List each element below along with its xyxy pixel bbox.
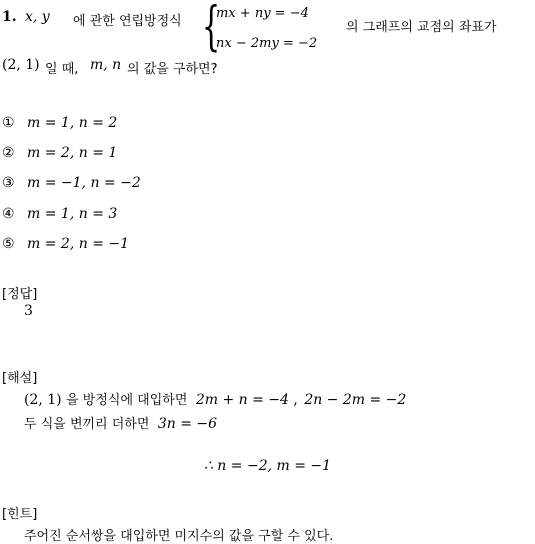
choice-marker: ② bbox=[2, 145, 15, 161]
choice-text: m = 2, n = 1 bbox=[27, 145, 118, 161]
choice-text: m = −1, n = −2 bbox=[27, 175, 141, 191]
question-point: (2, 1) bbox=[2, 57, 40, 73]
explanation-line-2 bbox=[24, 413, 217, 432]
hint-label: [힌트] bbox=[2, 507, 38, 522]
question-line2: 일 때, bbox=[45, 62, 79, 77]
equation-1: mx + ny = −4 bbox=[216, 6, 309, 21]
explanation-eq-3: 3n = −6 bbox=[157, 416, 218, 432]
choice-2[interactable] bbox=[2, 145, 117, 161]
explanation-eq-1: 2m + n = −4 bbox=[195, 392, 289, 408]
choice-3[interactable] bbox=[2, 175, 141, 191]
answer-label: [정답] bbox=[2, 287, 38, 302]
choice-1[interactable] bbox=[2, 115, 117, 131]
explanation-point: (2, 1) bbox=[24, 392, 62, 408]
answer-value: 3 bbox=[24, 303, 33, 319]
question-intro: 에 관한 연립방정식 bbox=[73, 14, 182, 29]
choice-marker: ① bbox=[2, 115, 15, 131]
system-brace: { bbox=[202, 0, 221, 57]
explanation-conclusion: ∴ n = −2, m = −1 bbox=[203, 458, 332, 474]
explanation-eq-2: 2n − 2m = −2 bbox=[304, 392, 407, 408]
explanation-text-2: 두 식을 변끼리 더하면 bbox=[24, 417, 150, 432]
choice-marker: ④ bbox=[2, 206, 15, 222]
choice-5[interactable] bbox=[2, 236, 129, 252]
choice-marker: ③ bbox=[2, 175, 15, 191]
question-number: 1. bbox=[2, 9, 17, 25]
explanation-label: [해설] bbox=[2, 371, 38, 386]
choice-text: m = 1, n = 3 bbox=[27, 206, 118, 222]
explanation-line-1 bbox=[24, 389, 406, 408]
choice-4[interactable] bbox=[2, 206, 117, 222]
hint-text: 주어진 순서쌍을 대입하면 미지수의 값을 구할 수 있다. bbox=[24, 529, 334, 544]
question-tail: 의 그래프의 교점의 좌표가 bbox=[346, 20, 497, 35]
explanation-text-1: 을 방정식에 대입하면 bbox=[66, 393, 188, 408]
choice-text: m = 2, n = −1 bbox=[27, 236, 130, 252]
equation-2: nx − 2my = −2 bbox=[216, 36, 318, 51]
choice-text: m = 1, n = 2 bbox=[27, 115, 118, 131]
explanation-sep: , bbox=[293, 392, 298, 408]
question-vars-2: m, n bbox=[90, 57, 122, 73]
question-vars: x, y bbox=[25, 9, 50, 25]
question-line2-end: 의 값을 구하면? bbox=[127, 62, 218, 77]
choice-marker: ⑤ bbox=[2, 236, 15, 252]
